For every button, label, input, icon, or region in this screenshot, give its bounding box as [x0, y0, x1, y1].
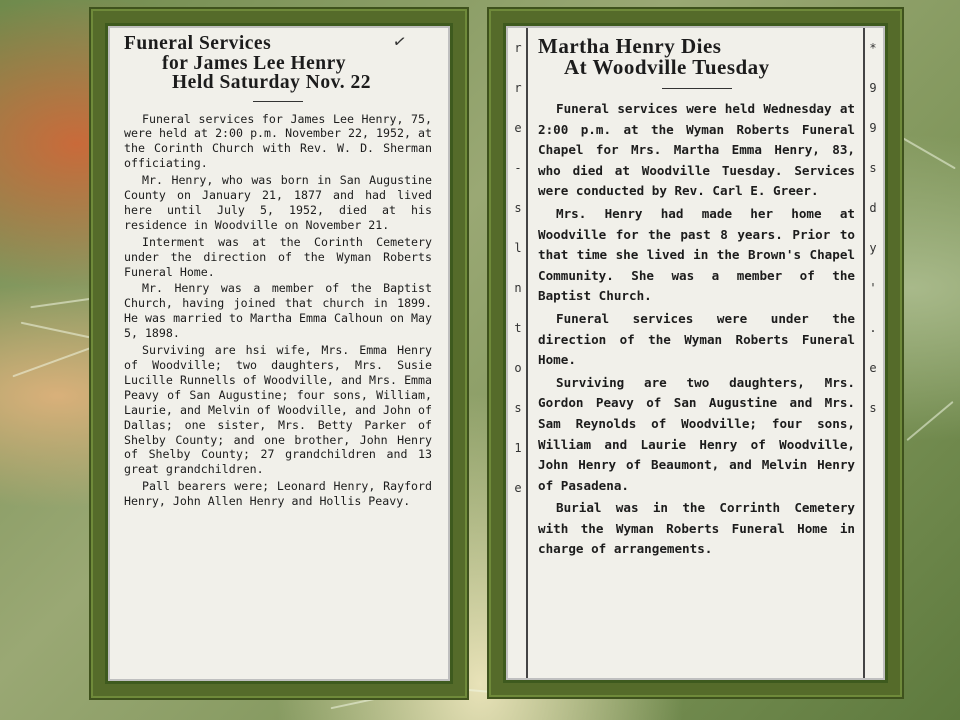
right-paragraph: Surviving are two daughters, Mrs. Gordon Peavy of San Augustine and Mrs. Sam Reynolds of Woodville; four sons, William and Laurie Henry of Woodville, John Henry of Beaumont, and Melvin Henry of Pasadena.: [538, 374, 855, 493]
left-headline-rule: [253, 101, 303, 102]
margin-fragment: s: [514, 401, 522, 415]
margin-fragment: d: [869, 201, 877, 215]
left-paragraph: Pall bearers were; Leonard Henry, Rayford Henry, John Allen Henry and Hollis Peavy.: [124, 479, 432, 509]
check-mark-icon: ✓: [391, 30, 408, 53]
left-newspaper-clipping: [108, 26, 450, 681]
margin-fragment: *: [869, 41, 877, 55]
left-headline: [124, 34, 432, 93]
margin-fragment: e: [869, 361, 877, 375]
margin-fragment: y: [869, 241, 877, 255]
margin-fragment: 1: [514, 441, 522, 455]
left-headline-line-1: Funeral Services: [124, 33, 272, 54]
margin-fragment: 9: [869, 121, 877, 135]
margin-fragment: s: [514, 201, 522, 215]
right-headline: [538, 36, 855, 78]
margin-fragment: r: [514, 81, 522, 95]
right-clipping-mat: [503, 23, 888, 683]
pine-needle: [21, 322, 100, 341]
left-paragraph: Mr. Henry, who was born in San Augustine County on January 21, 1877 and had lived here until July 5, 1952, died at his residence in Woodville on November 21.: [124, 173, 432, 232]
right-clipping-frame: [489, 9, 902, 697]
left-clipping-frame: [91, 9, 467, 698]
margin-fragment: t: [514, 321, 522, 335]
margin-fragment: e: [514, 481, 522, 495]
margin-fragment: s: [869, 161, 877, 175]
right-clipping-right-margin: [863, 28, 881, 678]
margin-fragment: s: [869, 401, 877, 415]
right-headline-line-1: Martha Henry Dies: [538, 34, 722, 58]
margin-fragment: l: [514, 241, 522, 255]
pine-needle: [12, 345, 97, 378]
left-paragraph: Interment was at the Corinth Cemetery under the direction of the Wyman Roberts Funeral Home.: [124, 234, 432, 279]
margin-fragment: e: [514, 121, 522, 135]
left-paragraph: Surviving are hsi wife, Mrs. Emma Henry of Woodville; two daughters, Mrs. Susie Lucille Runnells of Woodville, and Mrs. Emma Peavy of San Augustine; four sons, William, Laurie, and Melvin of Woodville, and John of Dallas; one sister, Mrs. Betty Parker of Shelby County; and one brother, John Henry of Shelby County; 27 grandchildren and 13 great grandchildren.: [124, 343, 432, 477]
right-paragraph: Burial was in the Corrinth Cemetery with the Wyman Roberts Funeral Home in charge of arrangements.: [538, 500, 855, 557]
left-clipping-mat: [105, 23, 453, 684]
margin-fragment: 9: [869, 81, 877, 95]
right-clipping-left-margin: [510, 28, 528, 678]
right-paragraph: Funeral services were held Wednesday at 2:00 p.m. at the Wyman Roberts Funeral Chapel for Mrs. Martha Emma Henry, 83, who died at Woodville Tuesday. Services were conducted by Rev. Carl E. Greer.: [538, 101, 855, 199]
margin-fragment: n: [514, 281, 522, 295]
margin-fragment: .: [869, 321, 877, 335]
right-newspaper-clipping: [506, 26, 885, 680]
margin-fragment: r: [514, 41, 522, 55]
right-headline-rule: [662, 88, 732, 89]
margin-fragment: o: [514, 361, 522, 375]
pine-needle: [906, 401, 953, 441]
left-paragraph: Mr. Henry was a member of the Baptist Church, having joined that church in 1899. He was married to Martha Emma Calhoun on May 5, 1898.: [124, 281, 432, 341]
left-headline-line-2: for James Lee Henry: [162, 52, 347, 74]
right-paragraph: Mrs. Henry had made her home at Woodville for the past 8 years. Prior to that time she lived in the Brown's Chapel Community. She was a member of the Baptist Church.: [538, 205, 855, 304]
pine-needle: [894, 133, 956, 170]
margin-fragment: -: [514, 161, 522, 175]
right-paragraph: Funeral services were under the direction of the Wyman Roberts Funeral Home.: [538, 310, 855, 368]
left-paragraph: Funeral services for James Lee Henry, 75, were held at 2:00 p.m. November 22, 1952, at the Corinth Church with Rev. W. D. Sherman officiating.: [124, 111, 432, 171]
right-headline-line-2: At Woodville Tuesday: [564, 55, 770, 79]
margin-fragment: ': [869, 281, 877, 295]
left-headline-line-3: Held Saturday Nov. 22: [172, 72, 372, 93]
